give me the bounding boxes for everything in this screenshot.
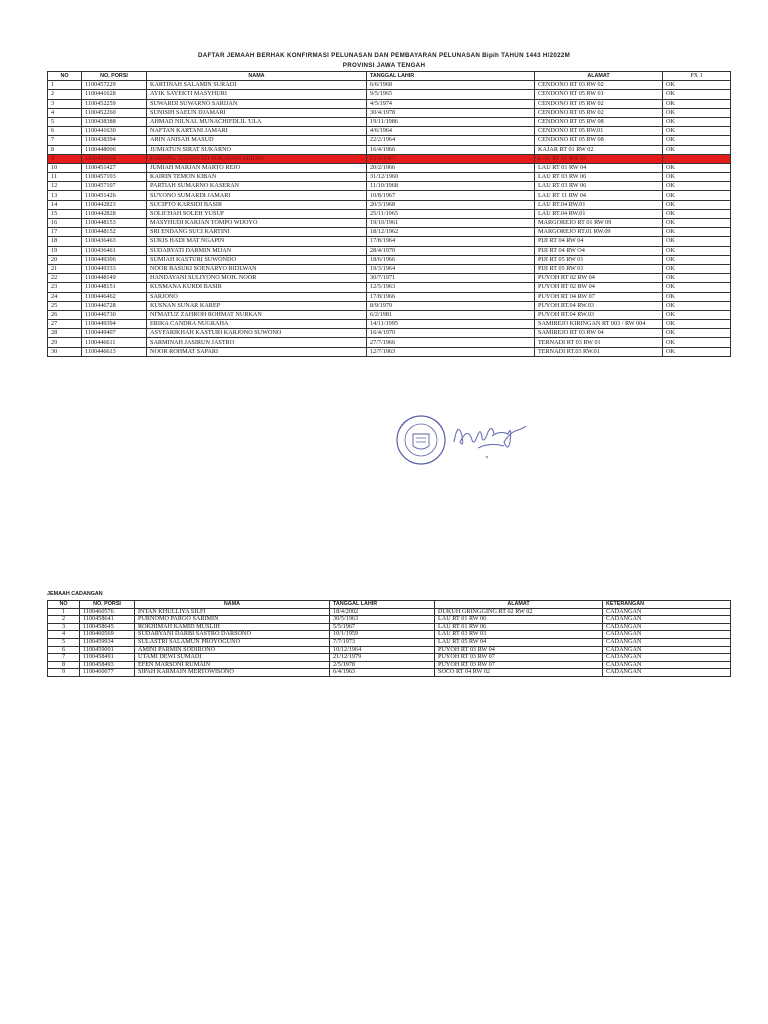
reserve-table-row — [48, 661, 731, 669]
cell-alamat: CENDONO RT 05 RW 02 — [535, 108, 663, 117]
cell-alamat: PIJI RT 04 RW 04 — [535, 237, 663, 246]
cell-alamat: CENDONO RT 05 RW 08 — [535, 117, 663, 126]
reserve-cell-nama: SULASTRI SALAMUN PROYOGUNO — [135, 638, 330, 646]
cell-porsi: 1100449306 — [82, 255, 147, 264]
cell-porsi: 1100449333 — [82, 264, 147, 273]
cell-tanggal-lahir: 20/3/1968 — [367, 200, 535, 209]
cell-no: 25 — [48, 301, 82, 310]
reserve-cell-porsi: 1100458491 — [80, 654, 135, 662]
cell-alamat: PUYOH RT.04 RW.03 — [535, 301, 663, 310]
cell-nama: SUCIPTO KARSIDI BASIR — [147, 200, 367, 209]
cell-px1: OK — [663, 264, 731, 273]
cell-no: 28 — [48, 329, 82, 338]
cell-no: 6 — [48, 127, 82, 136]
cell-nama: JUMIATUN SIRAT SUKARNO — [147, 145, 367, 154]
cell-px1: OK — [663, 99, 731, 108]
table-row — [48, 329, 731, 338]
reserve-table-row — [48, 638, 731, 646]
cell-porsi: 1100441628 — [82, 90, 147, 99]
reserve-section-label: JEMAAH CADANGAN — [47, 591, 103, 597]
document-subtitle: PROVINSI JAWA TENGAH — [342, 62, 426, 69]
cell-px1: OK — [663, 219, 731, 228]
cell-nama: KUSMANA KURDI BASIR — [147, 283, 367, 292]
table-row — [48, 274, 731, 283]
table-row — [48, 301, 731, 310]
cell-tanggal-lahir: 18/12/1962 — [367, 228, 535, 237]
cell-no: 1 — [48, 81, 82, 90]
reserve-cell-no: 1 — [48, 608, 80, 616]
cell-alamat: PUYOH RT 02 RW 04 — [535, 283, 663, 292]
cell-no: 17 — [48, 228, 82, 237]
reserve-header-row — [48, 601, 731, 609]
reserve-header-keterangan: KETERANGAN — [603, 601, 731, 609]
reserve-cell-no: 3 — [48, 623, 80, 631]
table-row — [48, 283, 731, 292]
cell-nama: ERIKA CANDRA NUGRAHA — [147, 320, 367, 329]
cell-nama: NAFTAN KARTANI JAMARI — [147, 127, 367, 136]
cell-px1: OK — [663, 301, 731, 310]
cell-no: 26 — [48, 310, 82, 319]
cell-tanggal-lahir: 28/4/1970 — [367, 246, 535, 255]
reserve-cell-tanggal-lahir: 10/1/1959 — [330, 631, 435, 639]
cell-px1: OK — [663, 182, 731, 191]
reserve-cell-porsi: 1100460569 — [80, 631, 135, 639]
cell-porsi: 1100452259 — [82, 99, 147, 108]
reserve-cell-nama: INTAN KHULLIYA SILFI — [135, 608, 330, 616]
cell-no: 3 — [48, 99, 82, 108]
reserve-cell-tanggal-lahir: 21/12/1979 — [330, 654, 435, 662]
table-row — [48, 154, 731, 163]
cell-porsi: 1100451427 — [82, 163, 147, 172]
cell-nama: AYIK SAYEKTI MASYHURI — [147, 90, 367, 99]
header-alamat: ALAMAT — [535, 72, 663, 81]
reserve-cell-porsi: 1100458645 — [80, 623, 135, 631]
reserve-header-nama: NAMA — [135, 601, 330, 609]
cell-alamat: LAU RT.04 RW.01 — [535, 209, 663, 218]
cell-nama: SUMIAH KASTURI SUWONDO — [147, 255, 367, 264]
reserve-table-row — [48, 608, 731, 616]
cell-px1: OK — [663, 310, 731, 319]
reserve-cell-keterangan: CADANGAN — [603, 646, 731, 654]
cell-alamat: KAJAR RT 01 RW 02 — [535, 145, 663, 154]
reserve-cell-keterangan: CADANGAN — [603, 616, 731, 624]
reserve-cell-tanggal-lahir: 10/12/1964 — [330, 646, 435, 654]
cell-tanggal-lahir: 4/5/1974 — [367, 99, 535, 108]
cell-porsi: 1100449394 — [82, 320, 147, 329]
cell-nama: KAIRIN TEMON KIBAN — [147, 173, 367, 182]
cell-porsi: 1100442823 — [82, 200, 147, 209]
table-header-row — [48, 72, 731, 81]
cell-px1: OK — [663, 338, 731, 347]
cell-porsi: 1100441630 — [82, 127, 147, 136]
cell-tanggal-lahir: 12/5/1963 — [367, 283, 535, 292]
cell-alamat: SAMIREJO RT 03 RW 04 — [535, 329, 663, 338]
table-row — [48, 237, 731, 246]
cell-porsi: 1100436461 — [82, 246, 147, 255]
reserve-cell-keterangan: CADANGAN — [603, 608, 731, 616]
reserve-cell-keterangan: CADANGAN — [603, 661, 731, 669]
reserve-cell-keterangan: CADANGAN — [603, 638, 731, 646]
cell-porsi: 1100446613 — [82, 347, 147, 356]
table-row — [48, 136, 731, 145]
table-row — [48, 320, 731, 329]
signature — [448, 412, 533, 462]
reserve-cell-tanggal-lahir: 6/4/1963 — [330, 669, 435, 677]
stamp-rings — [397, 416, 445, 464]
cell-tanggal-lahir: 4/6/1964 — [367, 127, 535, 136]
official-stamp — [385, 410, 455, 470]
header-no: NO — [48, 72, 82, 81]
reserve-cell-alamat: LAU RT 01 RW 06 — [435, 616, 603, 624]
cell-nama: AHMAD NILNAL MUNACHIFDLIL 'ULA — [147, 117, 367, 126]
cell-porsi: 1100457107 — [82, 182, 147, 191]
cell-porsi: 1100451426 — [82, 191, 147, 200]
cell-tanggal-lahir: 20/2/1966 — [367, 163, 535, 172]
reserve-cell-tanggal-lahir: 2/5/1978 — [330, 661, 435, 669]
cell-tanggal-lahir: 6/2/1981 — [367, 310, 535, 319]
cell-nama: PARTIAH SUMARNO KASERAN — [147, 182, 367, 191]
reserve-cell-nama: SUDARYANI DARBI SASTRO DARSONO — [135, 631, 330, 639]
table-row — [48, 81, 731, 90]
table-row — [48, 173, 731, 182]
cell-px1: OK — [663, 246, 731, 255]
reserve-cell-porsi: 1100460077 — [80, 669, 135, 677]
reserve-cell-alamat: LAU RT 01 RW 06 — [435, 623, 603, 631]
cell-nama: SUKIS HADI MAT NGAPIN — [147, 237, 367, 246]
reserve-cell-porsi: 1100458493 — [80, 661, 135, 669]
cell-alamat: LAU RT 03 RW 06 — [535, 182, 663, 191]
cell-tanggal-lahir: 30/4/1978 — [367, 108, 535, 117]
cell-tanggal-lahir: 19/11/1986 — [367, 117, 535, 126]
cell-tanggal-lahir: 10/8/1967 — [367, 191, 535, 200]
cell-porsi: 1100446611 — [82, 338, 147, 347]
document-title: DAFTAR JEMAAH BERHAK KONFIRMASI PELUNASAN DAN PEMBAYARAN PELUNASAN Bipih TAHUN 1443 H/2022M — [197, 52, 571, 59]
reserve-table-row — [48, 646, 731, 654]
cell-px1: OK — [663, 200, 731, 209]
cell-nama: ASYFARIKHAH KASTURI KARJONO SUWONO — [147, 329, 367, 338]
cell-tanggal-lahir: 19/10/1961 — [367, 219, 535, 228]
reserve-header-alamat: ALAMAT — [435, 601, 603, 609]
main-pilgrim-table — [47, 71, 731, 357]
cell-px1: OK — [663, 163, 731, 172]
reserve-cell-tanggal-lahir: 30/5/1963 — [330, 616, 435, 624]
cell-px1: OK — [663, 329, 731, 338]
cell-no: 16 — [48, 219, 82, 228]
cell-alamat: PIJI RT 04 RW O4 — [535, 246, 663, 255]
cell-alamat: PUYOH RT.04 RW.03 — [535, 310, 663, 319]
cell-alamat: PIJI RT 05 RW 01 — [535, 255, 663, 264]
cell-no: 21 — [48, 264, 82, 273]
reserve-cell-nama: PURNOMO PARGO SARIMIN — [135, 616, 330, 624]
cell-px1: OK — [663, 108, 731, 117]
cell-alamat: PUYOH RT 04 RW 07 — [535, 292, 663, 301]
cell-porsi: 1100436463 — [82, 237, 147, 246]
cell-tanggal-lahir: 19/3/1964 — [367, 264, 535, 273]
reserve-cell-alamat: PUYOH RT 03 RW 07 — [435, 654, 603, 662]
cell-tanggal-lahir: 16/4/1970 — [367, 329, 535, 338]
reserve-cell-alamat: PUYOH RT 03 RW 04 — [435, 646, 603, 654]
cell-px1: OK — [663, 209, 731, 218]
table-row — [48, 209, 731, 218]
table-row — [48, 228, 731, 237]
table-row — [48, 182, 731, 191]
reserve-table-row — [48, 631, 731, 639]
cell-no: 18 — [48, 237, 82, 246]
reserve-cell-porsi: 1100460576 — [80, 608, 135, 616]
table-row — [48, 108, 731, 117]
cell-nama: KUSNAN SUNAR KAREP — [147, 301, 367, 310]
cell-porsi: 1100442828 — [82, 209, 147, 218]
cell-no: 8 — [48, 145, 82, 154]
reserve-cell-no: 2 — [48, 616, 80, 624]
cell-tanggal-lahir: 23/9/1967 — [367, 154, 535, 163]
cell-porsi: 1100457103 — [82, 173, 147, 182]
cell-alamat: TERNADI RT 03 RW 01 — [535, 338, 663, 347]
reserve-cell-nama: UTAMI DEWI SUMADI — [135, 654, 330, 662]
cell-px1: OK — [663, 117, 731, 126]
table-row — [48, 347, 731, 356]
cell-porsi: 1100448149 — [82, 274, 147, 283]
reserve-cell-alamat: LAU RT 05 RW 04 — [435, 638, 603, 646]
cell-tanggal-lahir: 22/2/1964 — [367, 136, 535, 145]
cell-tanggal-lahir: 12/7/1963 — [367, 347, 535, 356]
cell-alamat: MARGOREJO RT 01 RW 09 — [535, 219, 663, 228]
cell-px1: OK — [663, 81, 731, 90]
table-row — [48, 191, 731, 200]
reserve-cell-keterangan: CADANGAN — [603, 654, 731, 662]
reserve-cell-porsi: 1100459934 — [80, 638, 135, 646]
cell-no: 20 — [48, 255, 82, 264]
cell-nama: KARTINAH SALAMIN SURADI — [147, 81, 367, 90]
cell-no: 13 — [48, 191, 82, 200]
reserve-header-tanggal-lahir: TANGGAL LAHIR — [330, 601, 435, 609]
reserve-cell-no: 4 — [48, 631, 80, 639]
cell-px1: OK — [663, 255, 731, 264]
reserve-cell-no: 8 — [48, 661, 80, 669]
cell-nama: ENDANG TOGOWATI SUKARNO ABIDIN — [147, 154, 367, 163]
reserve-cell-nama: ROKHIMAH KAMID MUSLIH — [135, 623, 330, 631]
reserve-table-row — [48, 623, 731, 631]
cell-alamat: SAMIREJO KIRINGAN RT 003 / RW 004 — [535, 320, 663, 329]
cell-alamat: CENDONO RT 05 RW 08 — [535, 136, 663, 145]
cell-no: 9 — [48, 154, 82, 163]
cell-px1: OK — [663, 320, 731, 329]
cell-no: 2 — [48, 90, 82, 99]
table-row — [48, 264, 731, 273]
table-row — [48, 145, 731, 154]
reserve-header-porsi: NO. PORSI — [80, 601, 135, 609]
reserve-cell-keterangan: CADANGAN — [603, 623, 731, 631]
reserve-cell-tanggal-lahir: 18/4/2002 — [330, 608, 435, 616]
cell-tanggal-lahir: 17/8/1964 — [367, 237, 535, 246]
cell-nama: SUDARYATI DARMIN MIJAN — [147, 246, 367, 255]
reserve-cell-nama: SIPAH KARMAIN MERTOWISONO — [135, 669, 330, 677]
header-px1: PX 1 — [663, 72, 731, 81]
cell-nama: ARIN ANISAH MASUD — [147, 136, 367, 145]
cell-nama: SARJONO — [147, 292, 367, 301]
cell-px1: OK — [663, 145, 731, 154]
cell-porsi: 1100438394 — [82, 136, 147, 145]
cell-px1: OK — [663, 228, 731, 237]
cell-px1: OK — [663, 173, 731, 182]
reserve-cell-porsi: 1100458641 — [80, 616, 135, 624]
reserve-cell-no: 5 — [48, 638, 80, 646]
reserve-header-no: NO — [48, 601, 80, 609]
cell-tanggal-lahir: 25/11/1965 — [367, 209, 535, 218]
cell-tanggal-lahir: 18/6/1966 — [367, 255, 535, 264]
cell-no: 15 — [48, 209, 82, 218]
table-row — [48, 117, 731, 126]
cell-tanggal-lahir: 16/4/1966 — [367, 145, 535, 154]
cell-nama: HANDAYANI SULIYONO MOH. NOOR — [147, 274, 367, 283]
reserve-cell-nama: EFEN MARSONI RUMAIN — [135, 661, 330, 669]
cell-alamat: CENDONO RT 05 RW 01 — [535, 90, 663, 99]
cell-porsi: 1100449407 — [82, 329, 147, 338]
cell-tanggal-lahir: 8/9/1970 — [367, 301, 535, 310]
table-row — [48, 292, 731, 301]
reserve-cell-no: 7 — [48, 654, 80, 662]
cell-nama: NI'MATUZ ZAHROH ROHMAT NURKAN — [147, 310, 367, 319]
cell-nama: SOLICHAH SOLEH YUSUF — [147, 209, 367, 218]
cell-alamat: CENDONO RT 05 RW 02 — [535, 99, 663, 108]
reserve-cell-alamat: PUYOH RT 03 RW 07 — [435, 661, 603, 669]
cell-no: 11 — [48, 173, 82, 182]
cell-alamat: LAU RT 01 RW 03 — [535, 154, 663, 163]
cell-porsi: 1100448006 — [82, 145, 147, 154]
cell-porsi: 1100446728 — [82, 301, 147, 310]
cell-porsi: 1100448152 — [82, 228, 147, 237]
cell-no: 27 — [48, 320, 82, 329]
reserve-cell-keterangan: CADANGAN — [603, 669, 731, 677]
cell-nama: NOOR ROHMAT SAPARI — [147, 347, 367, 356]
cell-porsi: 1100446462 — [82, 292, 147, 301]
cell-no: 23 — [48, 283, 82, 292]
cell-no: 24 — [48, 292, 82, 301]
table-row — [48, 255, 731, 264]
table-row — [48, 246, 731, 255]
reserve-pilgrim-table — [47, 600, 731, 677]
cell-alamat: LAU RT 11 RW 04 — [535, 191, 663, 200]
table-row — [48, 338, 731, 347]
cell-px1: OK — [663, 347, 731, 356]
cell-tanggal-lahir: 14/11/1995 — [367, 320, 535, 329]
cell-alamat: TERNADI RT.03 RW.01 — [535, 347, 663, 356]
header-tanggal-lahir: TANGGAL LAHIR — [367, 72, 535, 81]
cell-porsi: 1100452260 — [82, 108, 147, 117]
cell-alamat: PUYOH RT 02 RW 04 — [535, 274, 663, 283]
reserve-cell-nama: AMINI PARMIN SODIRONO — [135, 646, 330, 654]
reserve-cell-no: 9 — [48, 669, 80, 677]
cell-no: 29 — [48, 338, 82, 347]
table-row — [48, 90, 731, 99]
reserve-cell-alamat: LAU RT 03 RW 03 — [435, 631, 603, 639]
cell-px1: OK — [663, 136, 731, 145]
reserve-table-row — [48, 654, 731, 662]
cell-no: 5 — [48, 117, 82, 126]
header-nama: NAMA — [147, 72, 367, 81]
cell-alamat: CENDONO RT 05 RW.01 — [535, 127, 663, 136]
table-row — [48, 99, 731, 108]
cell-no: 10 — [48, 163, 82, 172]
header-porsi: NO. PORSI — [82, 72, 147, 81]
cell-nama: SARMINAH JASIRUN JASTRO — [147, 338, 367, 347]
table-row — [48, 310, 731, 319]
cell-nama: SUYONO SUMARDI JAMARI — [147, 191, 367, 200]
cell-alamat: LAU RT.04 RW.01 — [535, 200, 663, 209]
cell-no: 22 — [48, 274, 82, 283]
cell-no: 7 — [48, 136, 82, 145]
cell-px1: OK — [663, 191, 731, 200]
cell-no: 19 — [48, 246, 82, 255]
cell-nama: NOOR BASUKI SOENARYO RIDLWAN — [147, 264, 367, 273]
cell-no: 12 — [48, 182, 82, 191]
cell-px1: OK — [663, 292, 731, 301]
cell-tanggal-lahir: 9/5/1965 — [367, 90, 535, 99]
cell-alamat: MARGOREJO RT.01 RW.09 — [535, 228, 663, 237]
table-row — [48, 163, 731, 172]
cell-porsi: 1100457229 — [82, 81, 147, 90]
cell-alamat: LAU RT 03 RW 06 — [535, 173, 663, 182]
cell-porsi: 1100453664 — [82, 154, 147, 163]
reserve-cell-alamat: DUKUH GRINGGING RT 02 RW 02 — [435, 608, 603, 616]
cell-px1: OK — [663, 127, 731, 136]
table-row — [48, 127, 731, 136]
cell-tanggal-lahir: 11/10/1968 — [367, 182, 535, 191]
cell-nama: SUWARDI SUWARNO SARIJAN — [147, 99, 367, 108]
cell-px1: OK — [663, 283, 731, 292]
cell-porsi: 1100448151 — [82, 283, 147, 292]
table-row — [48, 200, 731, 209]
cell-nama: SUNISIH SAEUN DJAMARI — [147, 108, 367, 117]
reserve-cell-alamat: SOCO RT 04 RW 02 — [435, 669, 603, 677]
reserve-cell-keterangan: CADANGAN — [603, 631, 731, 639]
cell-tanggal-lahir: 30/7/1971 — [367, 274, 535, 283]
cell-tanggal-lahir: 31/12/1960 — [367, 173, 535, 182]
reserve-table-row — [48, 616, 731, 624]
cell-porsi: 1100438388 — [82, 117, 147, 126]
reserve-table-row — [48, 669, 731, 677]
cell-tanggal-lahir: 6/6/1968 — [367, 81, 535, 90]
cell-px1 — [663, 154, 731, 163]
cell-porsi: 1100446730 — [82, 310, 147, 319]
cell-porsi: 1100448153 — [82, 219, 147, 228]
reserve-cell-porsi: 1100459001 — [80, 646, 135, 654]
reserve-cell-tanggal-lahir: 5/5/1967 — [330, 623, 435, 631]
cell-nama: MASYHUDI KARJAN TOMPO WIJOYO — [147, 219, 367, 228]
reserve-cell-no: 6 — [48, 646, 80, 654]
cell-tanggal-lahir: 27/7/1966 — [367, 338, 535, 347]
cell-px1: OK — [663, 237, 731, 246]
cell-no: 14 — [48, 200, 82, 209]
cell-px1: OK — [663, 90, 731, 99]
cell-alamat: PIJI RT 05 RW 01 — [535, 264, 663, 273]
cell-alamat: LAU RT 01 RW 04 — [535, 163, 663, 172]
table-row — [48, 219, 731, 228]
cell-no: 4 — [48, 108, 82, 117]
cell-px1: OK — [663, 274, 731, 283]
cell-alamat: CENDONO RT 03 RW 02 — [535, 81, 663, 90]
reserve-cell-tanggal-lahir: 7/7/1973 — [330, 638, 435, 646]
cell-tanggal-lahir: 17/8/1966 — [367, 292, 535, 301]
cell-no: 30 — [48, 347, 82, 356]
cell-nama: SRI ENDANG SUCI KARTINI — [147, 228, 367, 237]
cell-nama: JUMIAH MARJAN MARTO REJO — [147, 163, 367, 172]
